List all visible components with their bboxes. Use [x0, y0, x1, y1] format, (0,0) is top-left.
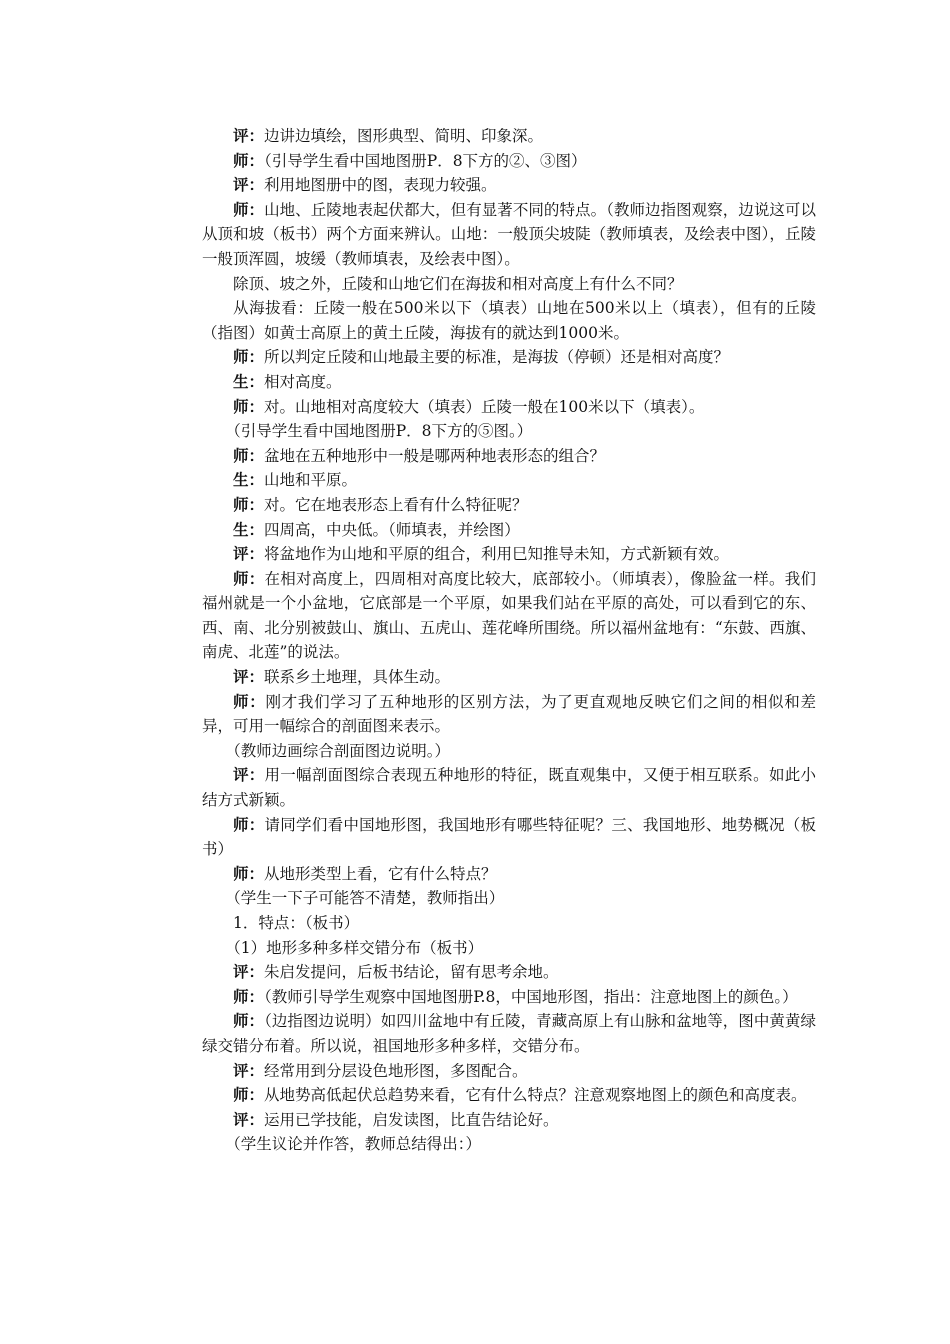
paragraph-text: 相对高度。 [264, 372, 342, 391]
speaker-label: 评： [233, 765, 265, 785]
paragraph-text: （学生一下子可能答不清楚，教师指出） [225, 889, 505, 908]
paragraph [202, 345, 816, 370]
speaker-label: 师： [233, 568, 265, 588]
paragraph-text: 从地势高低起伏总趋势来看，它有什么特点？注意观察地图上的颜色和高度表。 [264, 1086, 807, 1105]
speaker-label: 评： [233, 962, 265, 982]
speaker-label: 评： [233, 126, 265, 145]
paragraph [202, 296, 816, 345]
paragraph [202, 493, 816, 518]
speaker-label: 师： [233, 1011, 265, 1031]
paragraph [202, 395, 816, 420]
paragraph [202, 911, 816, 936]
paragraph [202, 444, 816, 469]
paragraph-text: 边讲边填绘，图形典型、简明、印象深。 [264, 127, 544, 145]
paragraph [202, 763, 816, 812]
paragraph-text: 盆地在五种地形中一般是哪两种地表形态的组合？ [264, 446, 606, 465]
speaker-label: 师： [233, 347, 265, 367]
speaker-label: 评： [233, 1109, 265, 1129]
speaker-label: 师： [233, 1085, 265, 1105]
speaker-label: 生： [233, 519, 265, 539]
paragraph [202, 518, 816, 543]
paragraph [202, 419, 816, 444]
paragraph-text: （教师边画综合剖面图边说明。） [225, 741, 451, 760]
paragraph-text: 将盆地作为山地和平原的组合，利用巳知推导未知，方式新颖有效。 [264, 545, 730, 564]
paragraph [202, 1083, 816, 1108]
speaker-label: 评： [233, 667, 265, 687]
paragraph [202, 813, 816, 862]
paragraph-text: 经常用到分层设色地形图，多图配合。 [264, 1061, 528, 1080]
paragraph-text: 联系乡土地理，具体生动。 [264, 668, 451, 687]
paragraph [202, 936, 816, 961]
paragraph [202, 886, 816, 911]
paragraph [202, 1108, 816, 1133]
speaker-label: 师： [233, 986, 265, 1006]
speaker-label: 师： [233, 494, 265, 514]
paragraph-text: 用一幅剖面图综合表现五种地形的特征，既直观集中，又便于相互联系。如此小结方式新颖。 [202, 766, 816, 810]
paragraph-text: （教师引导学生观察中国地图册P.8，中国地形图，指出：注意地图上的颜色。） [264, 987, 798, 1006]
paragraph [202, 1009, 816, 1058]
paragraph [202, 370, 816, 395]
speaker-label: 师： [233, 445, 265, 465]
document-page [202, 124, 816, 1157]
paragraph-text: 对。山地相对高度较大（填表）丘陵一般在100米以下（填表）。 [264, 397, 705, 416]
paragraph-text: 请同学们看中国地形图，我国地形有哪些特征呢？三、我国地形、地势概况（板书） [202, 815, 816, 859]
paragraph-text: 山地、丘陵地表起伏都大，但有显著不同的特点。（教师边指图观察，边说这可以从顶和坡（板书）两个方面来辨认。山地：一般顶尖坡陡（教师填表，及绘表中图），丘陵一般顶浑圆，坡缓（教师填表，及绘表中图）。 [202, 200, 816, 268]
paragraph-text: 利用地图册中的图，表现力较强。 [264, 176, 497, 195]
speaker-label: 师： [233, 150, 265, 170]
paragraph [202, 542, 816, 567]
paragraph-text: 运用已学技能，启发读图，比直告结论好。 [264, 1110, 559, 1129]
paragraph [202, 1132, 816, 1157]
paragraph-text: （引导学生看中国地图册P．8下方的②、③图） [264, 151, 587, 170]
paragraph [202, 149, 816, 174]
speaker-label: 师： [233, 691, 266, 711]
paragraph [202, 985, 816, 1010]
paragraph [202, 1059, 816, 1084]
paragraph [202, 665, 816, 690]
paragraph [202, 960, 816, 985]
paragraph [202, 124, 816, 149]
paragraph-text: （1）地形多种多样交错分布（板书） [225, 938, 484, 957]
paragraph-text: （学生议论并作答，教师总结得出：） [225, 1135, 482, 1154]
paragraph [202, 272, 816, 297]
paragraph [202, 690, 816, 739]
paragraph [202, 567, 816, 665]
paragraph-text: 四周高，中央低。（师填表，并绘图） [264, 520, 520, 539]
paragraph-text: 刚才我们学习了五种地形的区别方法，为了更直观地反映它们之间的相似和差异，可用一幅综合的剖面图来表示。 [202, 692, 816, 736]
paragraph [202, 862, 816, 887]
paragraph [202, 739, 816, 764]
paragraph-text: 除顶、坡之外，丘陵和山地它们在海拔和相对高度上有什么不同？ [233, 274, 683, 293]
paragraph [202, 173, 816, 198]
paragraph-text: （引导学生看中国地图册P．8下方的⑤图。） [225, 422, 533, 441]
paragraph [202, 198, 816, 272]
speaker-label: 评： [233, 175, 265, 195]
paragraph-text: 山地和平原。 [264, 471, 358, 490]
speaker-label: 师： [233, 199, 265, 219]
speaker-label: 生： [233, 470, 265, 490]
paragraph-text: 1．特点：（板书） [233, 914, 360, 932]
paragraph-text: 从地形类型上看，它有什么特点？ [264, 864, 497, 883]
paragraph-text: 对。它在地表形态上看有什么特征呢？ [264, 495, 528, 514]
paragraph-text: 所以判定丘陵和山地最主要的标准，是海拔（停顿）还是相对高度？ [264, 348, 730, 367]
speaker-label: 师： [233, 863, 265, 883]
paragraph-text: 从海拔看：丘陵一般在500米以下（填表）山地在500米以上（填表），但有的丘陵（指图）如黄士高原上的黄土丘陵，海拔有的就达到1000米。 [202, 299, 816, 342]
speaker-label: 师： [233, 814, 265, 834]
paragraph [202, 468, 816, 493]
speaker-label: 评： [233, 544, 265, 564]
paragraph-text: 朱启发提问，后板书结论，留有思考余地。 [264, 963, 559, 982]
paragraph-text: （边指图边说明）如四川盆地中有丘陵，青藏高原上有山脉和盆地等，图中黄黄绿绿交错分布着。所以说，祖国地形多种多样，交错分布。 [202, 1012, 816, 1055]
paragraph-text: 在相对高度上，四周相对高度比较大，底部较小。（师填表），像脸盆一样。我们福州就是一个小盆地，它底部是一个平原，如果我们站在平原的高处，可以看到它的东、西、南、北分别被鼓山、旗山、五虎山、莲花峰所围绕。所以福州盆地有：“东鼓、西旗、南虎、北莲”的说法。 [202, 569, 816, 662]
speaker-label: 生： [233, 371, 265, 391]
speaker-label: 评： [233, 1060, 265, 1080]
speaker-label: 师： [233, 396, 265, 416]
